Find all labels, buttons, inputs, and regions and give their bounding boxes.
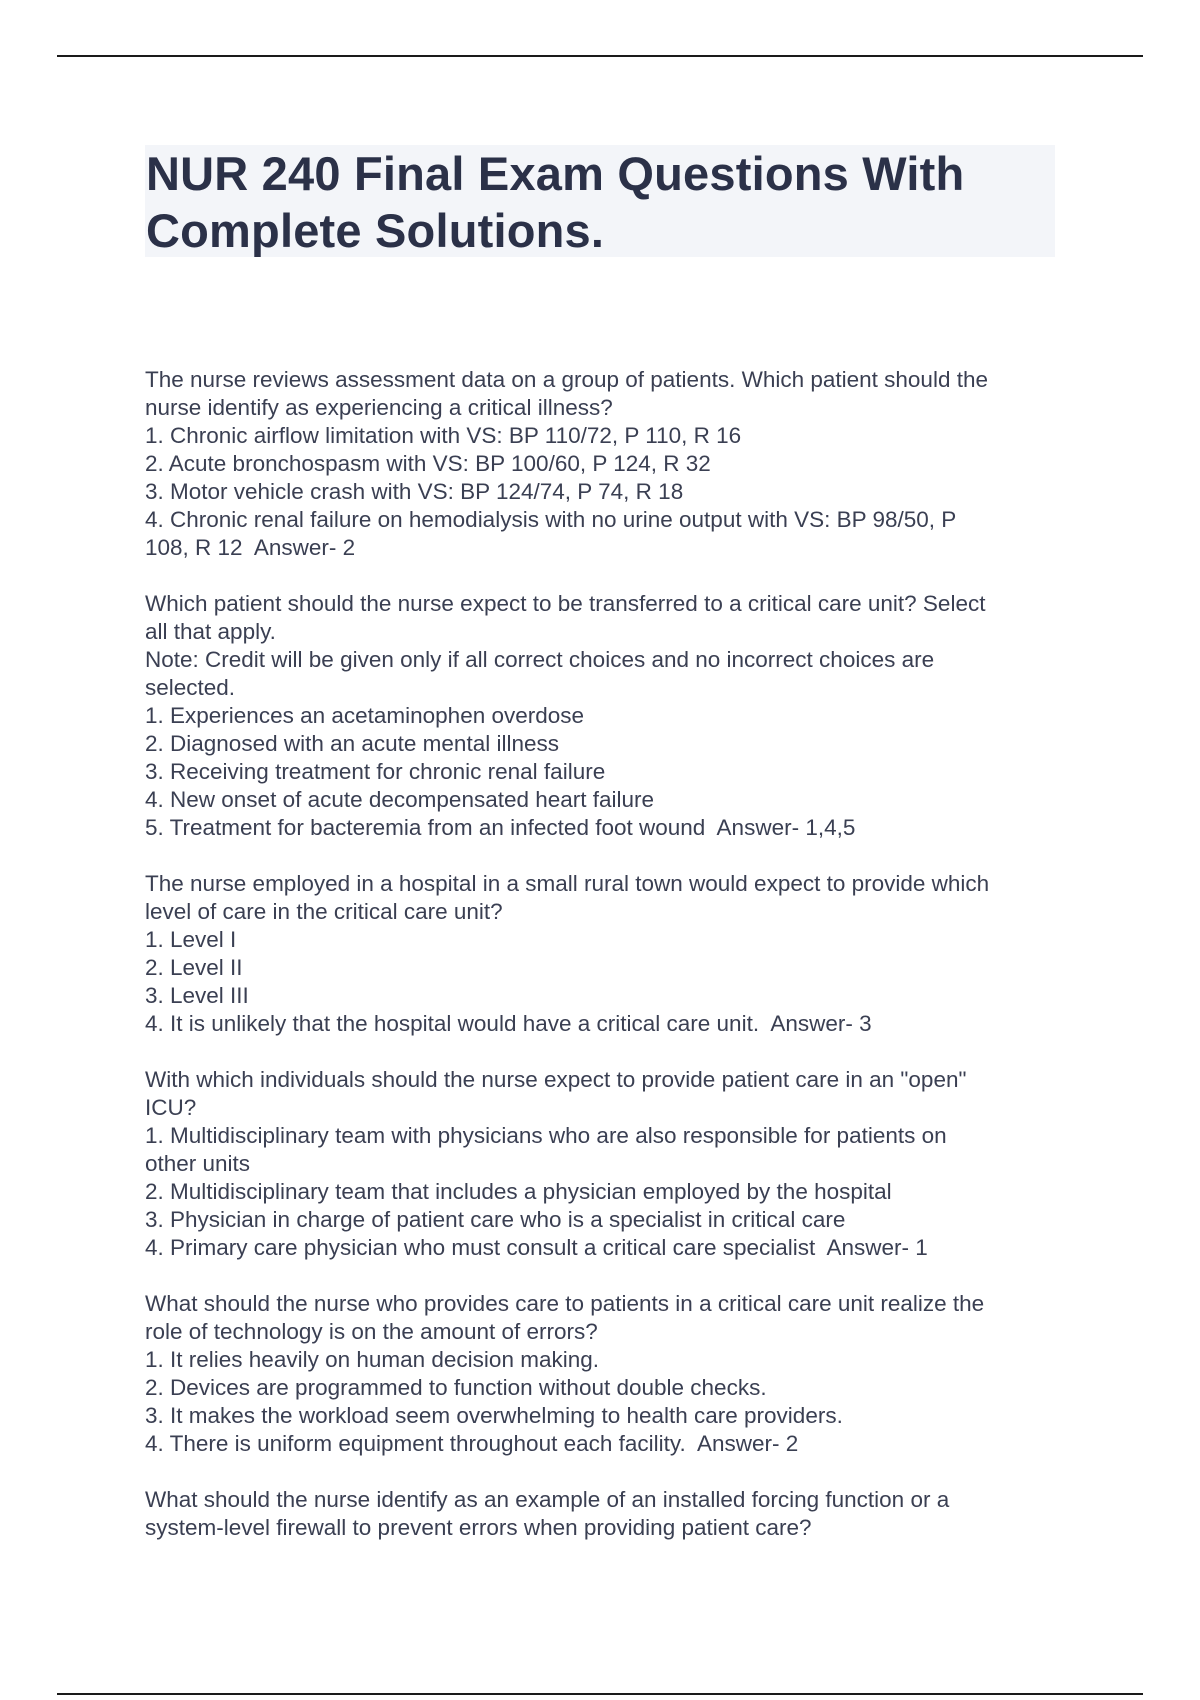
title-line: Complete Solutions. xyxy=(146,204,605,257)
option-line: 1. Experiences an acetaminophen overdose xyxy=(145,703,585,728)
option-line: 2. Multidisciplinary team that includes a physician employed by the hospital xyxy=(145,1179,892,1204)
option-line: 3. Motor vehicle crash with VS: BP 124/74, P 74, R 18 xyxy=(145,479,684,504)
answer-line: 4. There is uniform equipment throughout each facility. Answer- 2 xyxy=(145,1431,799,1456)
question-block xyxy=(145,1486,1065,1542)
answer-line: 5. Treatment for bacteremia from an infected foot wound Answer- 1,4,5 xyxy=(145,815,856,840)
question-line: With which individuals should the nurse expect to provide patient care in an "open" xyxy=(145,1067,967,1092)
option-line: 3. Receiving treatment for chronic renal failure xyxy=(145,759,606,784)
option-line: 2. Devices are programmed to function without double checks. xyxy=(145,1375,767,1400)
option-line: 1. Chronic airflow limitation with VS: BP 110/72, P 110, R 16 xyxy=(145,423,742,448)
option-line: 2. Acute bronchospasm with VS: BP 100/60, P 124, R 32 xyxy=(145,451,711,476)
option-line: 1. Multidisciplinary team with physicians who are also responsible for patients on xyxy=(145,1123,947,1148)
question-block xyxy=(145,590,1065,842)
question-line: The nurse employed in a hospital in a small rural town would expect to provide which xyxy=(145,871,990,896)
question-block xyxy=(145,1290,1065,1458)
question-line: system-level firewall to prevent errors when providing patient care? xyxy=(145,1515,812,1540)
question-block xyxy=(145,1066,1065,1262)
question-line: ICU? xyxy=(145,1095,197,1120)
option-line: 1. It relies heavily on human decision making. xyxy=(145,1347,599,1372)
question-line: nurse identify as experiencing a critical illness? xyxy=(145,395,613,420)
question-block xyxy=(145,366,1065,562)
option-line: 3. Level III xyxy=(145,983,249,1008)
title-line: NUR 240 Final Exam Questions With xyxy=(146,147,965,200)
option-line: 1. Level I xyxy=(145,927,237,952)
note-line: selected. xyxy=(145,675,236,700)
title-block xyxy=(145,145,1055,257)
option-line: 2. Level II xyxy=(145,955,243,980)
option-line: 4. New onset of acute decompensated heart failure xyxy=(145,787,655,812)
question-line: The nurse reviews assessment data on a group of patients. Which patient should the xyxy=(145,367,988,392)
option-line: other units xyxy=(145,1151,251,1176)
option-line: 3. It makes the workload seem overwhelming to health care providers. xyxy=(145,1403,843,1428)
option-line: 2. Diagnosed with an acute mental illness xyxy=(145,731,559,756)
question-line: What should the nurse identify as an example of an installed forcing function or a xyxy=(145,1487,950,1512)
question-line: level of care in the critical care unit? xyxy=(145,899,503,924)
option-line: 3. Physician in charge of patient care who is a specialist in critical care xyxy=(145,1207,846,1232)
page-title xyxy=(145,145,1055,259)
answer-line: 108, R 12 Answer- 2 xyxy=(145,535,356,560)
question-line: Which patient should the nurse expect to be transferred to a critical care unit? Select xyxy=(145,591,986,616)
question-list xyxy=(145,366,1065,1570)
top-divider xyxy=(57,55,1143,57)
note-line: Note: Credit will be given only if all correct choices and no incorrect choices are xyxy=(145,647,935,672)
bottom-divider xyxy=(57,1693,1143,1695)
question-line: role of technology is on the amount of errors? xyxy=(145,1319,598,1344)
question-block xyxy=(145,870,1065,1038)
answer-line: 4. It is unlikely that the hospital would have a critical care unit. Answer- 3 xyxy=(145,1011,872,1036)
question-line: What should the nurse who provides care to patients in a critical care unit realize the xyxy=(145,1291,985,1316)
question-line: all that apply. xyxy=(145,619,276,644)
answer-line: 4. Primary care physician who must consult a critical care specialist Answer- 1 xyxy=(145,1235,928,1260)
option-line: 4. Chronic renal failure on hemodialysis with no urine output with VS: BP 98/50, P xyxy=(145,507,957,532)
